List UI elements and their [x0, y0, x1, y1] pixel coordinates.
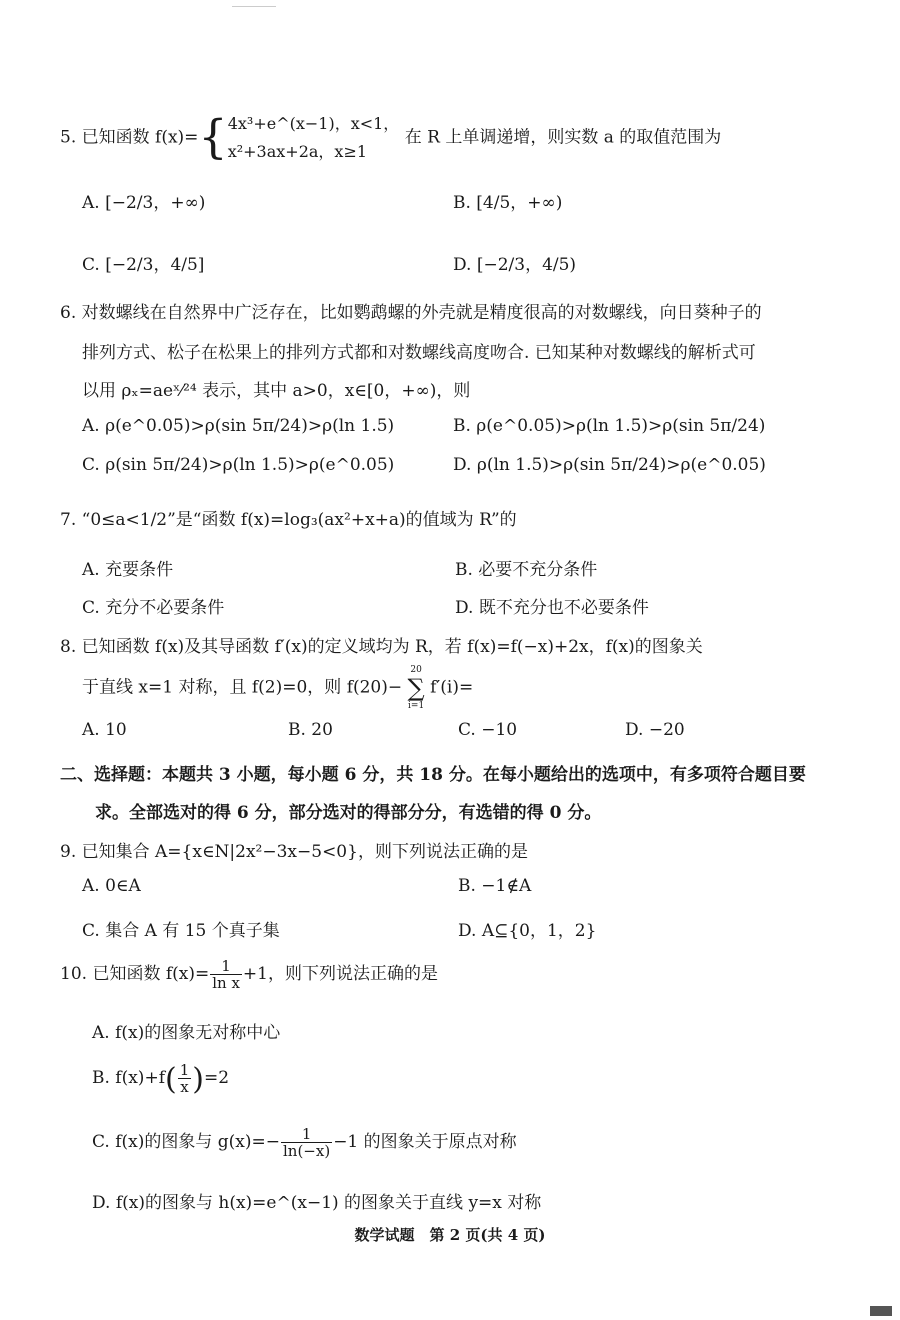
- q8-sum-top: 20: [410, 665, 422, 675]
- q6-option-d: D. ρ(ln 1.5)>ρ(sin 5π/24)>ρ(e^0.05): [453, 455, 766, 475]
- q6-option-c: C. ρ(sin 5π/24)>ρ(ln 1.5)>ρ(e^0.05): [82, 455, 395, 475]
- q10-stem: [60, 958, 438, 991]
- q7-option-a: A. 充要条件: [82, 560, 174, 580]
- q10-c-pre: C. f(x)的图象与 g(x)=−: [92, 1132, 280, 1152]
- q10-c-den: ln(−x): [282, 1142, 331, 1160]
- q10-stem-pre: 10. 已知函数 f(x)=: [60, 964, 210, 984]
- q8-sum-bottom: i=1: [408, 701, 425, 711]
- q9-option-b: B. −1∉A: [458, 876, 532, 896]
- q10-b-post: =2: [203, 1068, 230, 1088]
- q8-line-2: [82, 664, 473, 712]
- q5-case-1: 4x³+e^(x−1)，x<1，: [227, 114, 400, 133]
- q9-stem: 9. 已知集合 A={x∈N|2x²−3x−5<0}，则下列说法正确的是: [60, 842, 528, 862]
- q10-frac-num: 1: [210, 958, 242, 975]
- q10-stem-post: +1，则下列说法正确的是: [242, 964, 438, 984]
- q6-line-2: 排列方式、松子在松果上的排列方式都和对数螺线高度吻合. 已知某种对数螺线的解析式可: [82, 343, 756, 363]
- q7-option-b: B. 必要不充分条件: [455, 560, 598, 580]
- q5-cases: [228, 110, 400, 166]
- q8-option-a: A. 10: [82, 720, 127, 740]
- q5-option-a: A. [−2/3，+∞): [82, 193, 206, 213]
- q10-fraction: [210, 958, 242, 991]
- q5-brace: {: [198, 109, 228, 164]
- q10-b-fraction: [178, 1062, 192, 1095]
- q10-c-post: −1 的图象关于原点对称: [333, 1132, 517, 1152]
- q10-c-fraction: [281, 1126, 332, 1159]
- q8-line-1: 8. 已知函数 f(x)及其导函数 f′(x)的定义域均为 R，若 f(x)=f(−x)+2x，f(x)的图象关: [60, 637, 703, 657]
- q8-option-b: B. 20: [288, 720, 333, 740]
- q5-case-2: x²+3ax+2a，x≥1: [227, 142, 368, 161]
- q9-option-c: C. 集合 A 有 15 个真子集: [82, 921, 280, 941]
- q5-option-c: C. [−2/3，4/5]: [82, 255, 205, 275]
- q8-option-c: C. −10: [458, 720, 518, 740]
- section-2-line-1: 二、选择题：本题共 3 小题，每小题 6 分，共 18 分。在每小题给出的选项中，有多项符合题目要: [60, 765, 806, 785]
- q6-option-a: A. ρ(e^0.05)>ρ(sin 5π/24)>ρ(ln 1.5): [82, 416, 395, 436]
- q9-option-a: A. 0∈A: [82, 876, 141, 896]
- q10-option-d: D. f(x)的图象与 h(x)=e^(x−1) 的图象关于直线 y=x 对称: [92, 1193, 542, 1213]
- q7-option-d: D. 既不充分也不必要条件: [455, 598, 649, 618]
- q7-option-c: C. 充分不必要条件: [82, 598, 225, 618]
- q8-line-2-pre: 于直线 x=1 对称，且 f(2)=0，则 f(20)−: [82, 677, 403, 698]
- corner-logo-icon: [870, 1306, 892, 1316]
- q10-option-b: [92, 1062, 229, 1097]
- q10-option-c: [92, 1126, 517, 1159]
- q6-option-b: B. ρ(e^0.05)>ρ(ln 1.5)>ρ(sin 5π/24): [453, 416, 766, 436]
- q8-summation: [408, 664, 425, 712]
- q10-option-a: A. f(x)的图象无对称中心: [92, 1023, 281, 1043]
- paren-close-icon: ): [192, 1062, 204, 1097]
- q5-stem-pre: 5. 已知函数 f(x)=: [60, 127, 199, 148]
- q10-frac-den: ln x: [212, 974, 240, 992]
- sigma-icon: ∑: [407, 674, 425, 702]
- q5-option-d: D. [−2/3，4/5): [453, 255, 577, 275]
- q10-b-pre: B. f(x)+f: [92, 1068, 165, 1088]
- paren-open-icon: (: [164, 1062, 177, 1097]
- q6-line-3: 以用 ρₓ=aeˣ⁄²⁴ 表示，其中 a>0，x∈[0，+∞)，则: [82, 381, 471, 401]
- q8-line-2-post: f′(i)=: [430, 677, 474, 698]
- q10-b-den: x: [180, 1078, 189, 1096]
- q10-b-num: 1: [179, 1061, 190, 1079]
- q9-option-d: D. A⊆{0，1，2}: [458, 921, 597, 941]
- q7-stem: 7. “0≤a<1/2”是“函数 f(x)=log₃(ax²+x+a)的值域为 R”的: [60, 510, 517, 530]
- q6-line-1: 6. 对数螺线在自然界中广泛存在，比如鹦鹉螺的外壳就是精度很高的对数螺线，向日葵种子的: [60, 303, 762, 323]
- q10-c-num: 1: [281, 1126, 332, 1143]
- section-2-line-2: 求。全部选对的得 6 分，部分选对的得部分分，有选错的得 0 分。: [95, 803, 602, 823]
- q5-stem-post: 在 R 上单调递增，则实数 a 的取值范围为: [404, 127, 722, 148]
- q5-option-b: B. [4/5，+∞): [453, 193, 563, 213]
- q8-option-d: D. −20: [625, 720, 685, 740]
- top-mark: [232, 6, 276, 7]
- question-5-stem: [60, 110, 721, 166]
- page-footer: 数学试题 第 2 页(共 4 页): [354, 1226, 546, 1244]
